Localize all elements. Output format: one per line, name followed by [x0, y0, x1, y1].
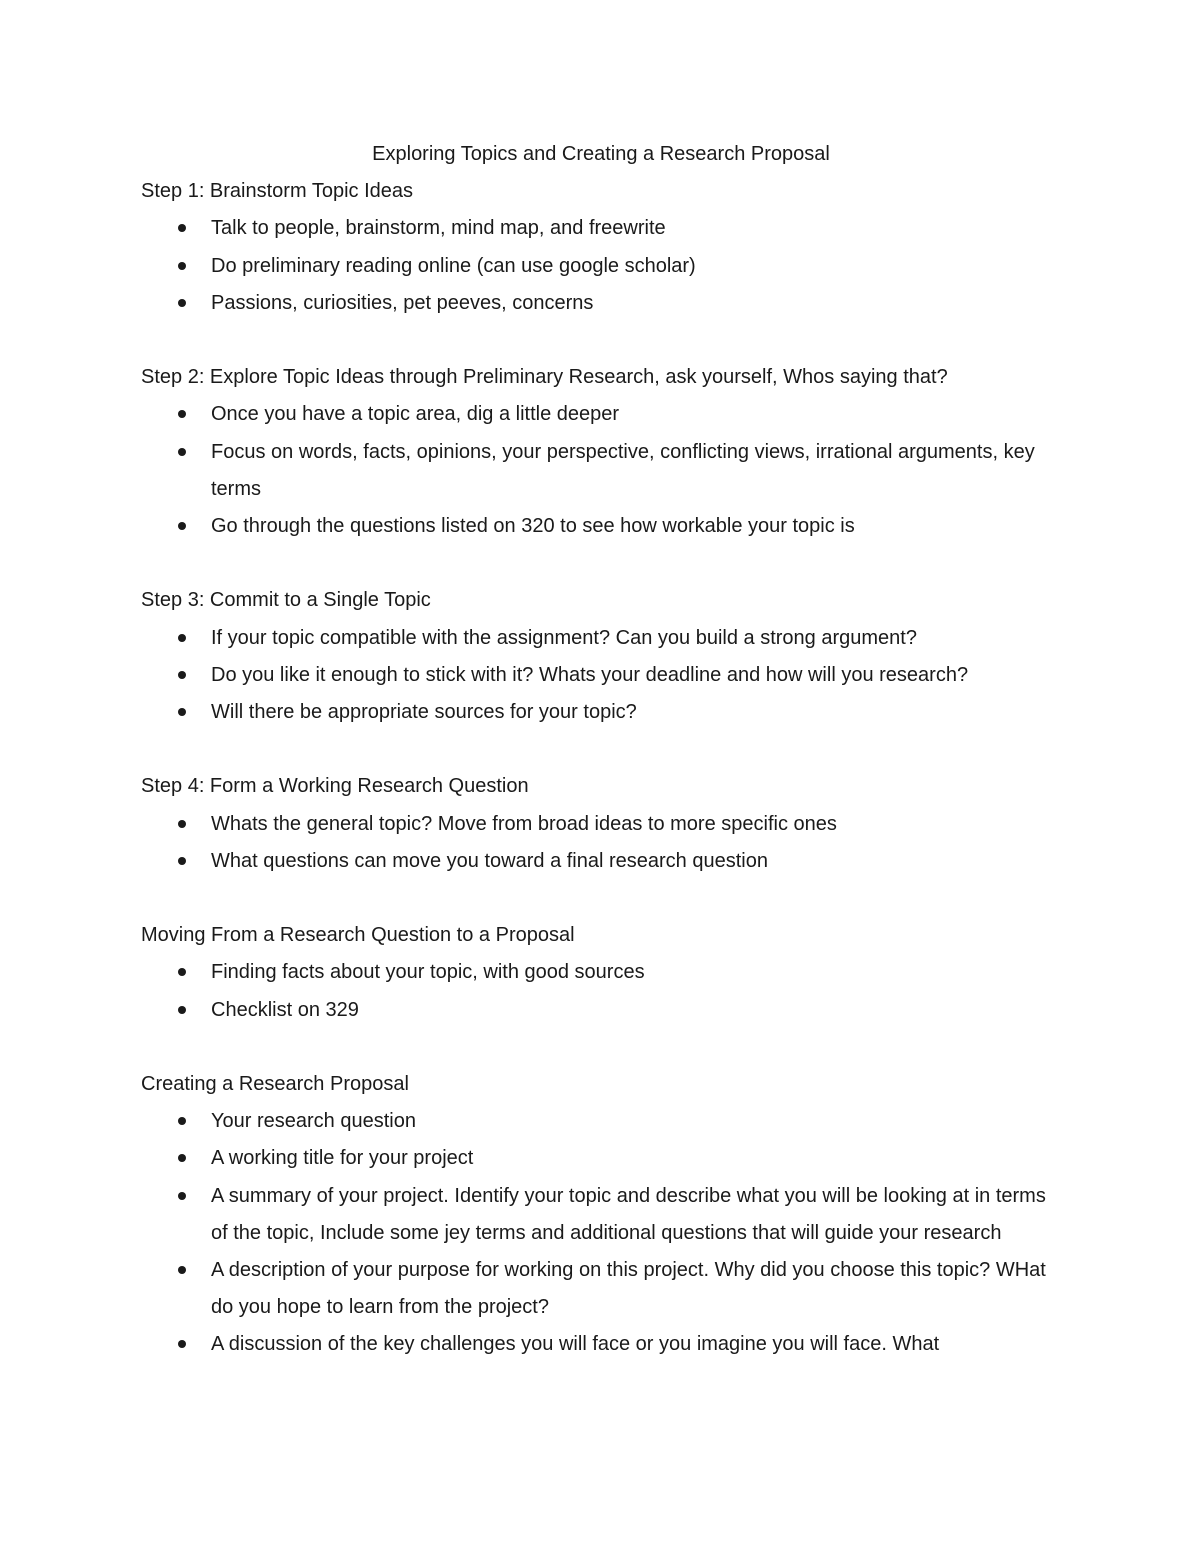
bullet-icon — [178, 522, 186, 530]
section-heading: Step 2: Explore Topic Ideas through Preliminary Research, ask yourself, Whos saying that? — [141, 366, 948, 389]
bullet-icon — [178, 671, 186, 679]
bullet-list — [141, 1103, 1061, 1363]
section-step-1 — [141, 173, 1061, 322]
list-item — [141, 285, 1061, 322]
bullet-icon — [178, 1192, 186, 1200]
list-item-text: A discussion of the key challenges you will face or you imagine you will face. What — [211, 1333, 940, 1356]
list-item — [141, 843, 1061, 880]
section-step-3 — [141, 582, 1061, 731]
bullet-list — [141, 210, 1061, 322]
list-item-text: Focus on words, facts, opinions, your perspective, conflicting views, irrational arguments, key terms — [211, 440, 1035, 500]
bullet-icon — [178, 857, 186, 865]
list-item — [141, 806, 1061, 843]
list-item — [141, 1252, 1061, 1326]
list-item — [141, 210, 1061, 247]
list-item — [141, 1326, 1061, 1363]
section-step-2 — [141, 359, 1061, 545]
list-item — [141, 434, 1061, 508]
section-step-4 — [141, 768, 1061, 880]
list-item — [141, 248, 1061, 285]
section-heading: Step 4: Form a Working Research Question — [141, 775, 529, 798]
list-item — [141, 694, 1061, 731]
list-item-text: Checklist on 329 — [211, 998, 359, 1021]
bullet-icon — [178, 448, 186, 456]
bullet-icon — [178, 634, 186, 642]
list-item-text: A working title for your project — [211, 1147, 474, 1170]
list-item-text: Talk to people, brainstorm, mind map, and freewrite — [211, 217, 666, 240]
bullet-icon — [178, 262, 186, 270]
bullet-icon — [178, 968, 186, 976]
list-item — [141, 396, 1061, 433]
list-item-text: Will there be appropriate sources for your topic? — [211, 701, 637, 724]
list-item-text: Once you have a topic area, dig a little deeper — [211, 403, 620, 426]
list-item — [141, 1140, 1061, 1177]
bullet-icon — [178, 708, 186, 716]
list-item-text: Finding facts about your topic, with good sources — [211, 961, 645, 984]
section-heading: Step 1: Brainstorm Topic Ideas — [141, 180, 413, 203]
document-body — [141, 136, 1061, 1401]
list-item-text: Whats the general topic? Move from broad ideas to more specific ones — [211, 812, 837, 835]
list-item — [141, 657, 1061, 694]
list-item-text: A description of your purpose for working on this project. Why did you choose this topic? WHat do you hope to learn from the project? — [211, 1259, 1046, 1319]
list-item-text: What questions can move you toward a final research question — [211, 849, 768, 872]
section-creating-proposal — [141, 1066, 1061, 1364]
list-item — [141, 992, 1061, 1029]
section-heading: Moving From a Research Question to a Proposal — [141, 924, 575, 947]
bullet-icon — [178, 1006, 186, 1014]
bullet-icon — [178, 1117, 186, 1125]
bullet-icon — [178, 820, 186, 828]
bullet-icon — [178, 224, 186, 232]
section-heading: Creating a Research Proposal — [141, 1073, 409, 1095]
list-item-text: If your topic compatible with the assignment? Can you build a strong argument? — [211, 626, 917, 649]
list-item-text: Go through the questions listed on 320 to see how workable your topic is — [211, 515, 855, 538]
list-item-text: Your research question — [211, 1110, 416, 1133]
list-item — [141, 954, 1061, 991]
bullet-list — [141, 620, 1061, 732]
list-item — [141, 508, 1061, 545]
bullet-list — [141, 954, 1061, 1028]
bullet-icon — [178, 299, 186, 307]
list-item-text: Do preliminary reading online (can use google scholar) — [211, 254, 696, 277]
bullet-icon — [178, 1340, 186, 1348]
bullet-icon — [178, 1154, 186, 1162]
bullet-icon — [178, 1266, 186, 1274]
list-item — [141, 1178, 1061, 1252]
list-item — [141, 1103, 1061, 1140]
bullet-list — [141, 396, 1061, 545]
list-item — [141, 620, 1061, 657]
list-item-text: Do you like it enough to stick with it? Whats your deadline and how will you research? — [211, 663, 969, 686]
document-title: Exploring Topics and Creating a Research Proposal — [372, 143, 830, 165]
section-heading: Step 3: Commit to a Single Topic — [141, 589, 431, 612]
section-moving-to-proposal — [141, 917, 1061, 1029]
bullet-icon — [178, 410, 186, 418]
list-item-text: Passions, curiosities, pet peeves, concerns — [211, 291, 594, 314]
bullet-list — [141, 806, 1061, 880]
list-item-text: A summary of your project. Identify your topic and describe what you will be looking at in terms of the topic, Include some jey terms and additional questions that will guide your research — [211, 1184, 1046, 1244]
